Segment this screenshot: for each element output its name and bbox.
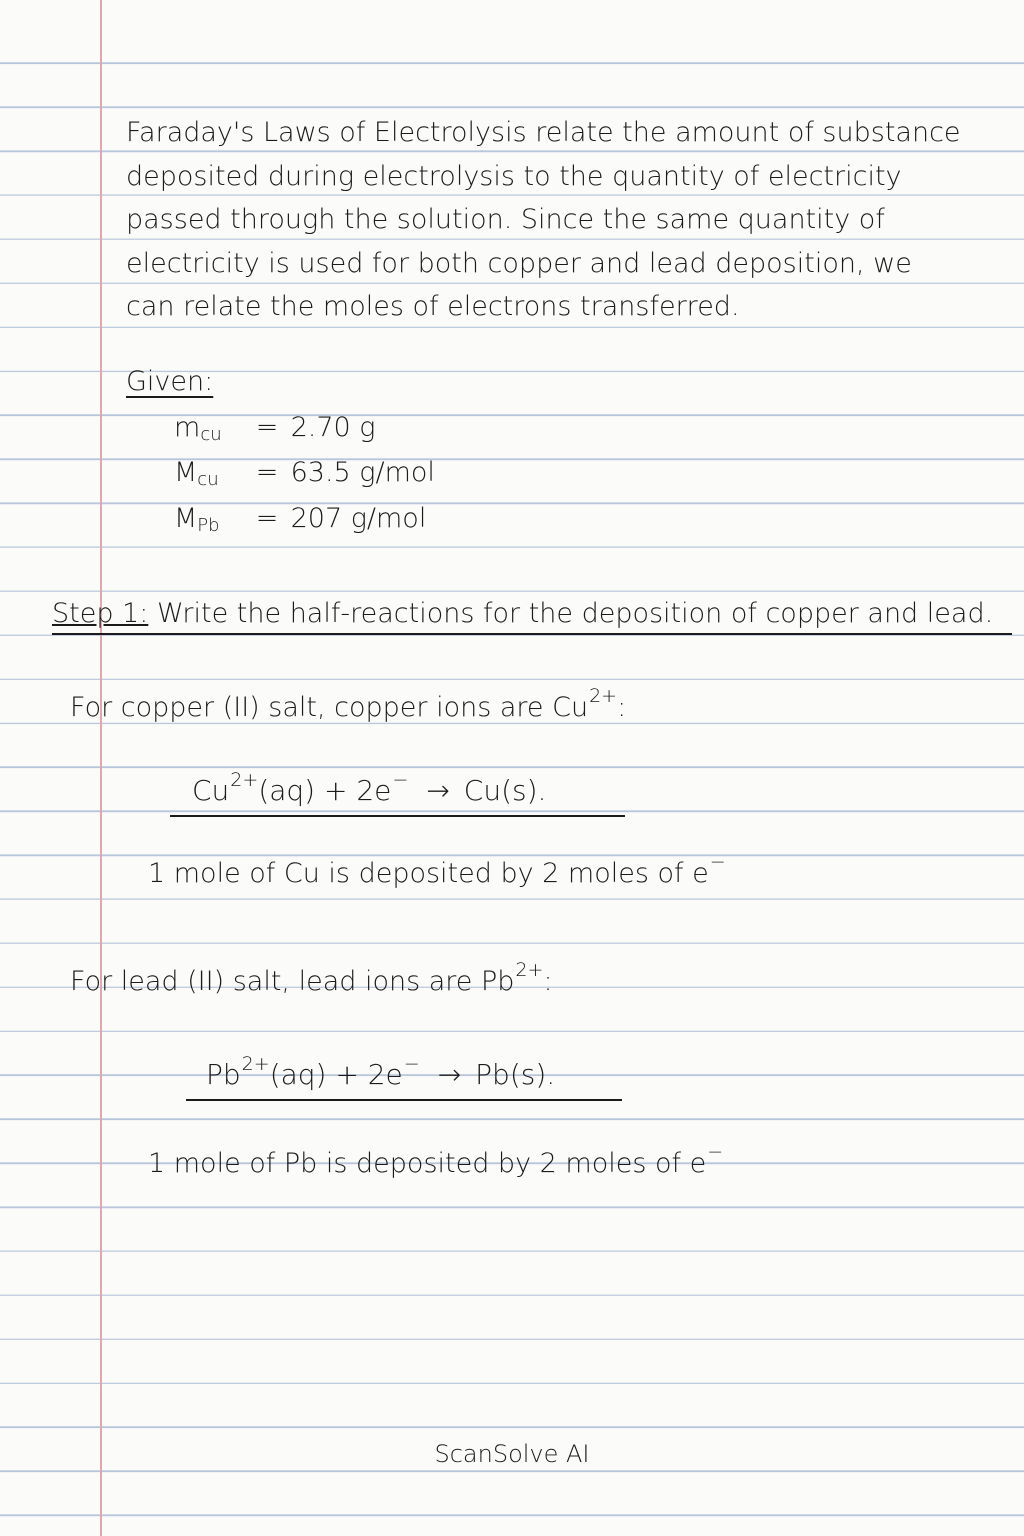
electron-charge: − (392, 769, 409, 791)
step-title: Write the half-reactions for the deposition of copper and lead. (156, 598, 994, 629)
given-value: 63.5 g/mol (290, 457, 435, 488)
reaction-reactants: (aq) + 2e (269, 1058, 403, 1091)
reaction-product: Pb(s). (475, 1058, 556, 1091)
intro-line: can relate the moles of electrons transferred. (126, 291, 740, 322)
given-equals: = (255, 457, 279, 488)
electron-charge: − (707, 1141, 724, 1163)
margin-line (100, 0, 102, 1536)
step-1-heading (52, 598, 1012, 635)
given-symbol: $M_{cu}$ (174, 457, 219, 490)
reaction-arrow-icon: → (426, 774, 450, 807)
reaction-ion: Pb (206, 1058, 241, 1091)
copper-half-reaction (170, 769, 625, 817)
intro-line: electricity is used for both copper and lead deposition, we (126, 247, 912, 279)
charge-superscript: 2+ (241, 1053, 270, 1075)
given-symbol: $M_{Pb}$ (174, 503, 220, 536)
intro-paragraph (126, 104, 986, 322)
lead-intro: For lead (II) salt, lead ions are $Pb^{2+}$: (70, 959, 553, 997)
given-equals: = (255, 412, 279, 443)
intro-line: passed through the solution. Since the same quantity of (126, 204, 885, 235)
electron-charge: − (403, 1053, 420, 1075)
given-label: Given: (126, 366, 214, 397)
given-equals: = (255, 503, 279, 534)
lead-note: 1 mole of Pb is deposited by 2 moles of e− (148, 1141, 724, 1179)
reaction-arrow-icon: → (437, 1058, 462, 1091)
reaction-ion: Cu (192, 774, 230, 807)
given-symbol: $m_{cu}$ (174, 412, 222, 445)
intro-line: Faraday's Laws of Electrolysis relate the amount of substance (126, 117, 961, 148)
charge-superscript: 2+ (589, 685, 618, 707)
given-row-molar-mass-pb (174, 503, 426, 534)
given-row-mass-cu (174, 412, 376, 443)
charge-superscript: 2+ (230, 769, 259, 791)
given-value: 2.70 g (290, 412, 376, 443)
step-label: Step 1: (52, 598, 149, 629)
lead-half-reaction (186, 1053, 622, 1101)
intro-line: deposited during electrolysis to the quantity of electricity (126, 160, 902, 192)
copper-note: 1 mole of Cu is deposited by 2 moles of e− (148, 851, 726, 889)
copper-intro: For copper (II) salt, copper ions are $Cu^{2+}$: (70, 685, 627, 723)
reaction-reactants: (aq) + 2e (258, 774, 392, 807)
electron-charge: − (709, 851, 726, 873)
charge-superscript: 2+ (515, 959, 544, 981)
given-value: 207 g/mol (290, 503, 427, 534)
reaction-product: Cu(s). (463, 774, 547, 807)
footer-brand: ScanSolve AI (434, 1440, 590, 1468)
given-row-molar-mass-cu (174, 457, 435, 488)
